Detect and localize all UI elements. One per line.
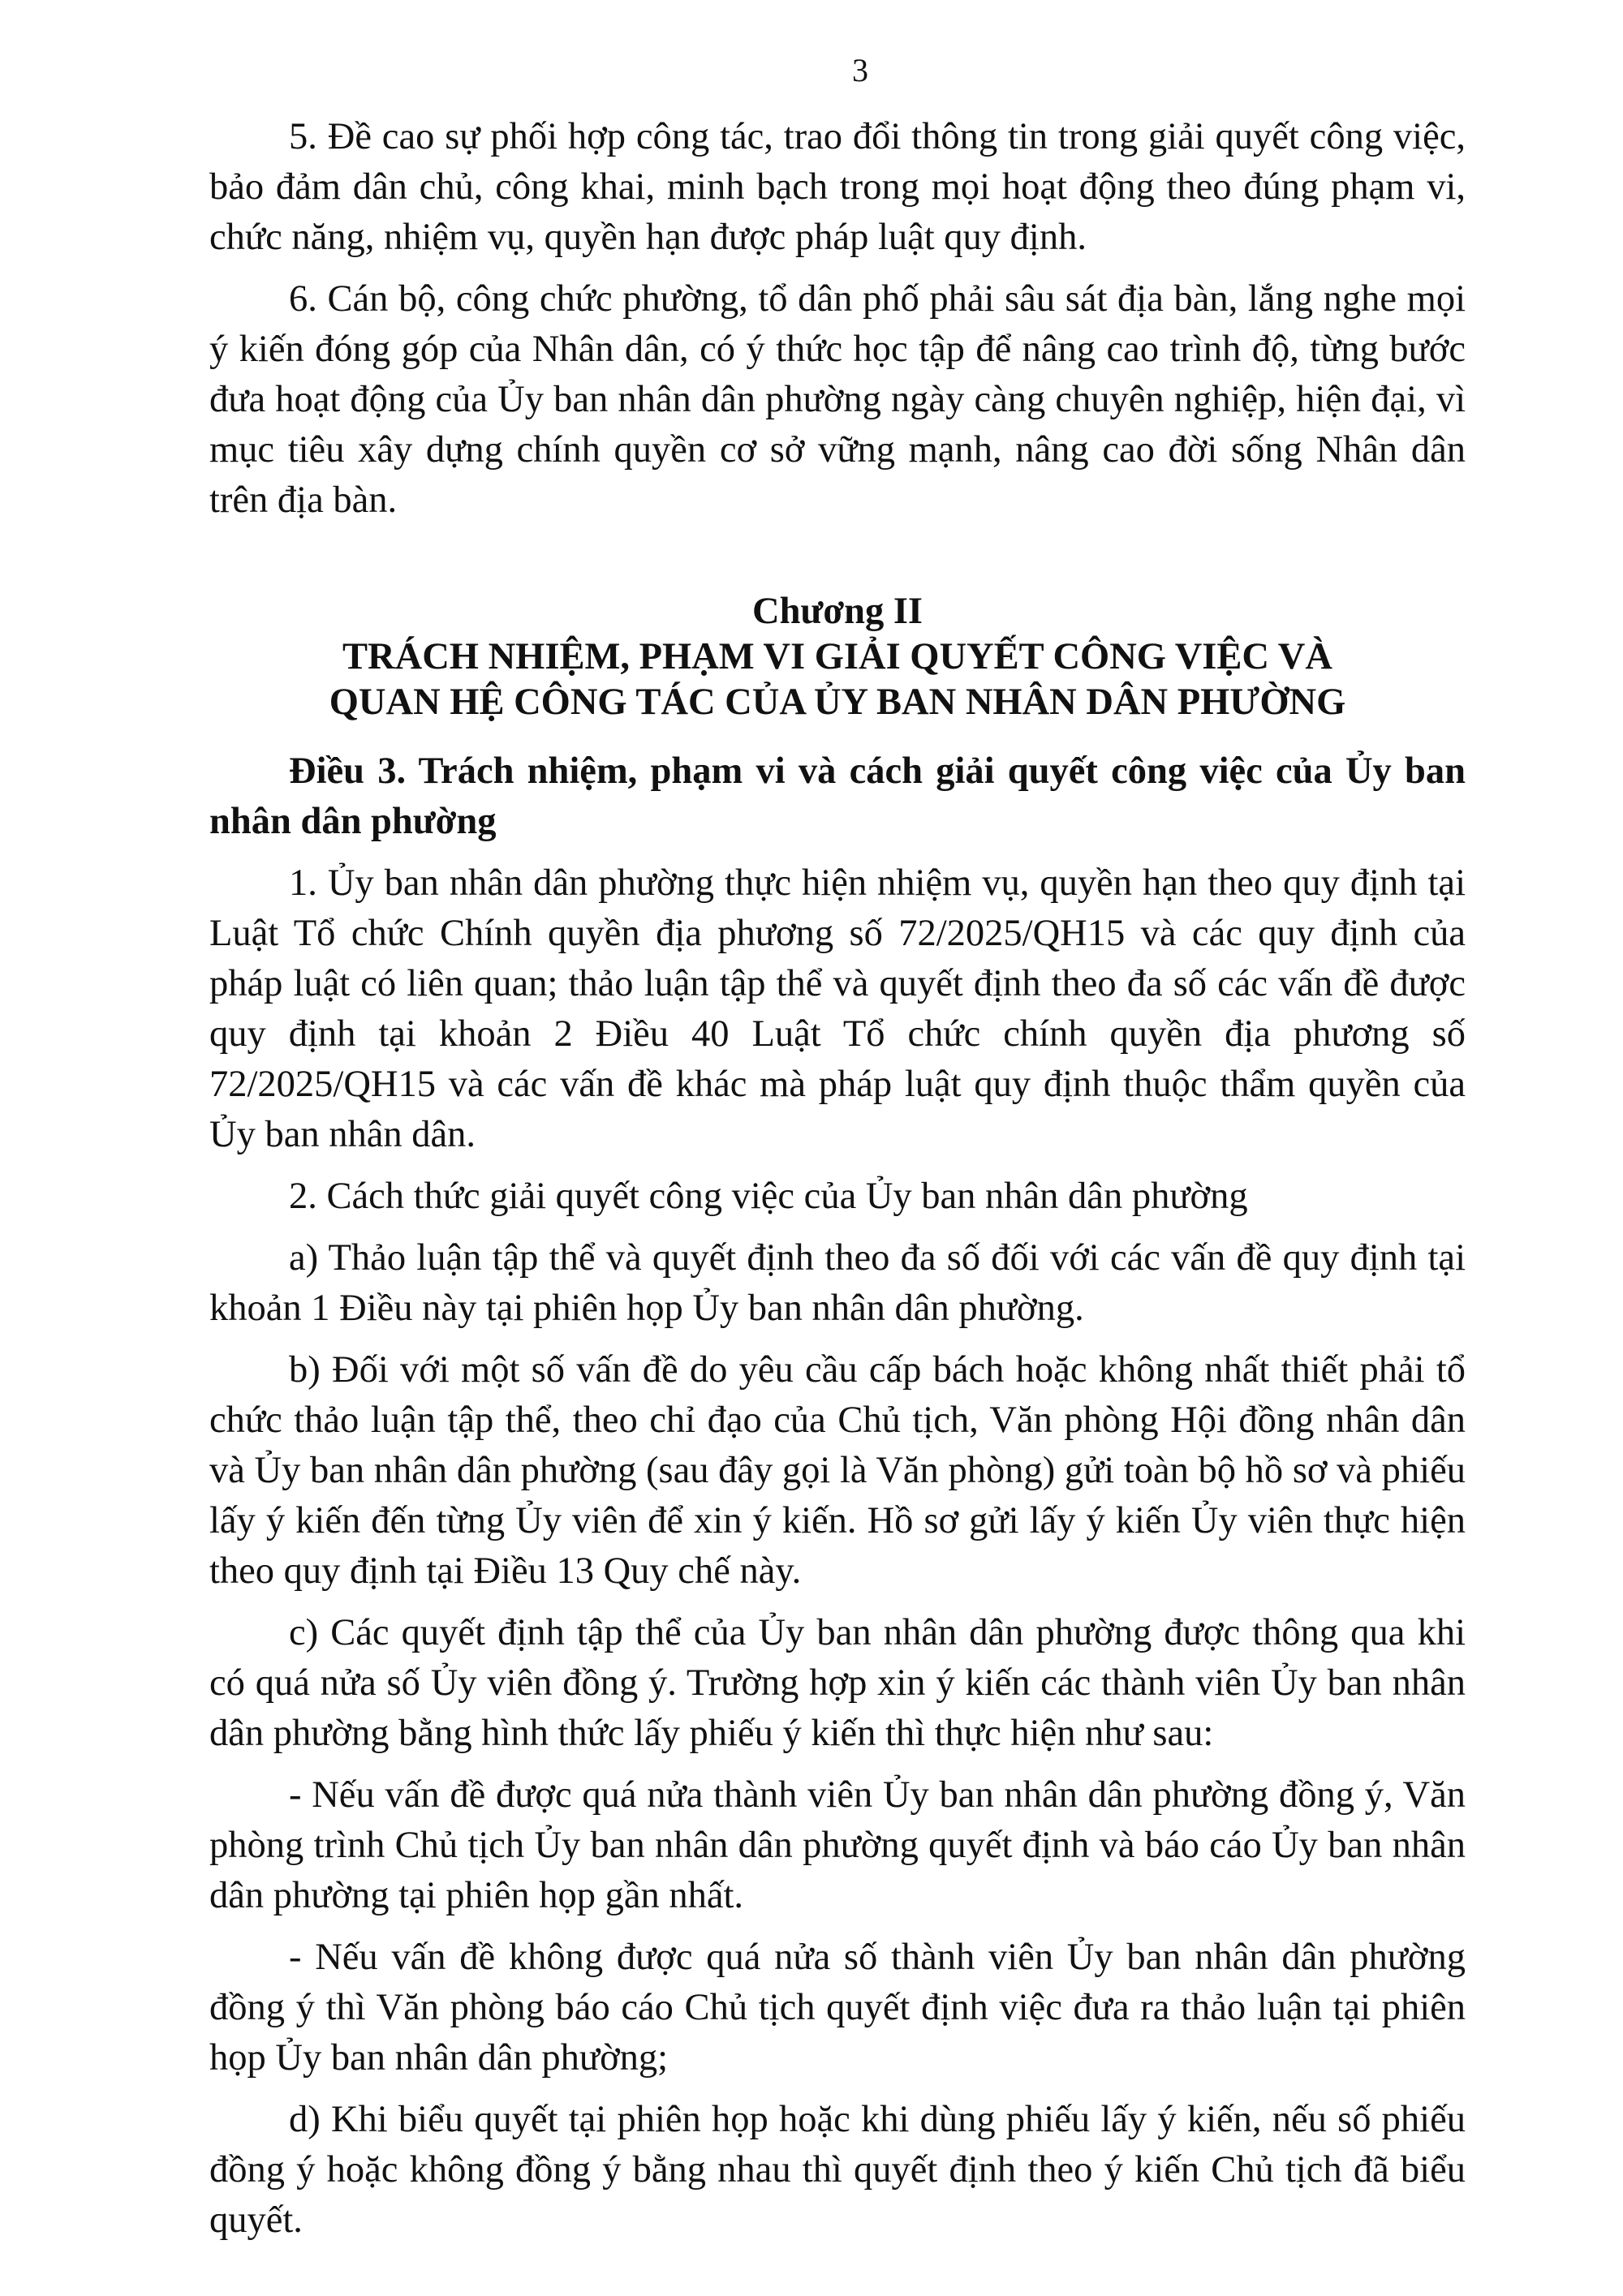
article-clause-2: 2. Cách thức giải quyết công việc của Ủy ban nhân dân phường bbox=[289, 1176, 1248, 1217]
paragraph-5: 5. Đề cao sự phối hợp công tác, trao đổi thông tin trong giải quyết công việc, bảo đảm dân chủ, công khai, minh bạch trong mọi hoạt động theo đúng phạm vi, chức năng, nhiệm vụ, quyền hạn được pháp luật quy định. bbox=[209, 116, 1466, 258]
document-body bbox=[209, 112, 1466, 2257]
article-bullet-1: - Nếu vấn đề được quá nửa thành viên Ủy ban nhân dân phường đồng ý, Văn phòng trình Chủ tịch Ủy ban nhân dân phường quyết định và báo cáo Ủy ban nhân dân phường tại phiên họp gần nhất. bbox=[209, 1774, 1466, 1916]
article-point-b: b) Đối với một số vấn đề do yêu cầu cấp bách hoặc không nhất thiết phải tổ chức thảo luận tập thể, theo chỉ đạo của Chủ tịch, Văn phòng Hội đồng nhân dân và Ủy ban nhân dân phường (sau đây gọi là Văn phòng) gửi toàn bộ hồ sơ và phiếu lấy ý kiến đến từng Ủy viên để xin ý kiến. Hồ sơ gửi lấy ý kiến Ủy viên thực hiện theo quy định tại Điều 13 Quy chế này. bbox=[209, 1349, 1466, 1592]
chapter-title-line-2: QUAN HỆ CÔNG TÁC CỦA ỦY BAN NHÂN DÂN PHƯỜNG bbox=[329, 681, 1346, 723]
chapter-label: Chương II bbox=[751, 591, 923, 632]
article-3-title: Điều 3. Trách nhiệm, phạm vi và cách giải quyết công việc của Ủy ban nhân dân phường bbox=[209, 750, 1466, 842]
chapter-heading bbox=[209, 589, 1466, 725]
article-bullet-2: - Nếu vấn đề không được quá nửa số thành viên Ủy ban nhân dân phường đồng ý thì Văn phòng báo cáo Chủ tịch quyết định việc đưa ra thảo luận tại phiên họp Ủy ban nhân dân phường; bbox=[209, 1937, 1466, 2079]
article-clause-1: 1. Ủy ban nhân dân phường thực hiện nhiệm vụ, quyền hạn theo quy định tại Luật Tổ chức Chính quyền địa phương số 72/2025/QH15 và các quy định của pháp luật có liên quan; thảo luận tập thể và quyết định theo đa số các vấn đề được quy định tại khoản 2 Điều 40 Luật Tổ chức chính quyền địa phương số 72/2025/QH15 và các vấn đề khác mà pháp luật quy định thuộc thẩm quyền của Ủy ban nhân dân. bbox=[209, 862, 1466, 1155]
page-number: 3 bbox=[852, 52, 868, 88]
chapter-title-line-1: TRÁCH NHIỆM, PHẠM VI GIẢI QUYẾT CÔNG VIỆC VÀ bbox=[342, 636, 1332, 677]
article-point-c: c) Các quyết định tập thể của Ủy ban nhân dân phường được thông qua khi có quá nửa số Ủy viên đồng ý. Trường hợp xin ý kiến các thành viên Ủy ban nhân dân phường bằng hình thức lấy phiếu ý kiến thì thực hiện như sau: bbox=[209, 1612, 1466, 1754]
article-point-a: a) Thảo luận tập thể và quyết định theo đa số đối với các vấn đề quy định tại khoản 1 Điều này tại phiên họp Ủy ban nhân dân phường. bbox=[209, 1237, 1466, 1329]
paragraph-6: 6. Cán bộ, công chức phường, tổ dân phố phải sâu sát địa bàn, lắng nghe mọi ý kiến đóng góp của Nhân dân, có ý thức học tập để nâng cao trình độ, từng bước đưa hoạt động của Ủy ban nhân dân phường ngày càng chuyên nghiệp, hiện đại, vì mục tiêu xây dựng chính quyền cơ sở vững mạnh, nâng cao đời sống Nhân dân trên địa bàn. bbox=[209, 278, 1466, 521]
article-point-d: d) Khi biểu quyết tại phiên họp hoặc khi dùng phiếu lấy ý kiến, nếu số phiếu đồng ý hoặc không đồng ý bằng nhau thì quyết định theo ý kiến Chủ tịch đã biểu quyết. bbox=[209, 2099, 1466, 2241]
